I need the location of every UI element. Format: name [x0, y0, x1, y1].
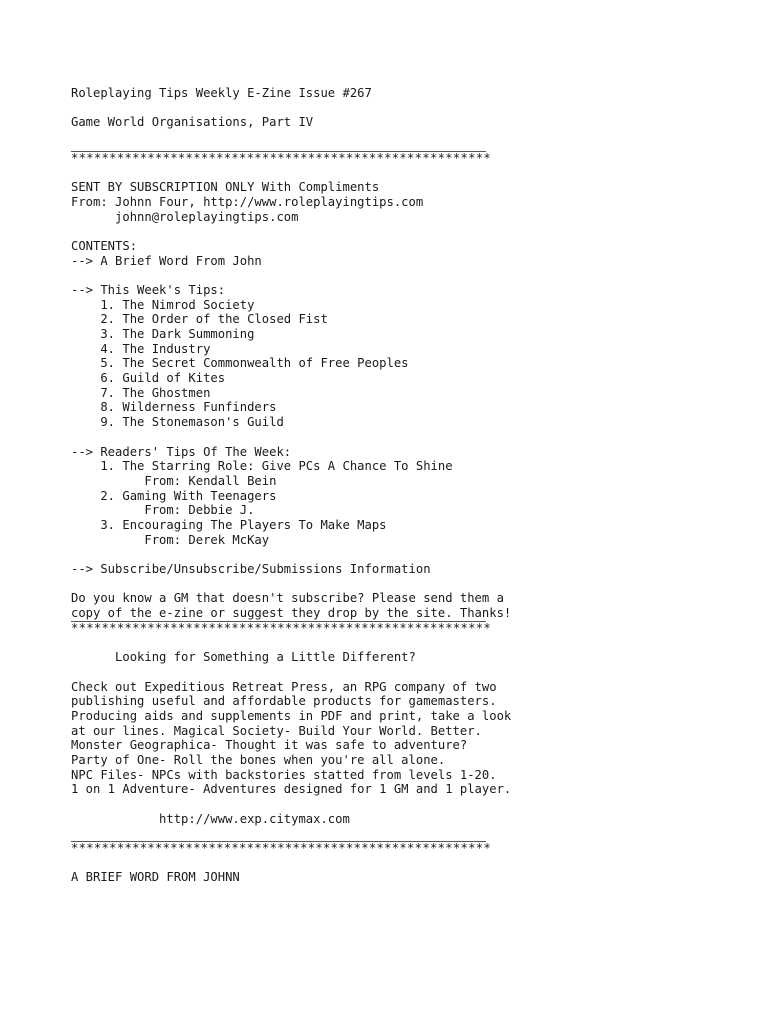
tip-author: From: Derek McKay: [71, 532, 270, 547]
contents-heading: CONTENTS:: [71, 238, 138, 253]
ezine-document: [71, 86, 731, 885]
list-item: 3. Encouraging The Players To Make Maps: [71, 517, 387, 532]
list-item: 5. The Secret Commonwealth of Free Peoples: [71, 356, 409, 371]
star-separator: *******************************************************: [71, 620, 492, 635]
list-item: 8. Wilderness Funfinders: [71, 400, 277, 415]
list-item: 1. The Starring Role: Give PCs A Chance To Shine: [71, 459, 453, 474]
readers-tips-heading: --> Readers' Tips Of The Week:: [71, 444, 292, 459]
advert-line: Monster Geographica- Thought it was safe to adventure?: [71, 738, 468, 753]
list-item: 4. The Industry: [71, 341, 211, 356]
advert-line: Producing aids and supplements in PDF and print, take a look: [71, 708, 512, 723]
from-line: From: Johnn Four, http://www.roleplayingtips.com: [71, 194, 424, 209]
subscription-notice: SENT BY SUBSCRIPTION ONLY With Compliments: [71, 180, 380, 195]
share-note-line: Do you know a GM that doesn't subscribe? Please send them a: [71, 591, 504, 606]
advert-url: http://www.exp.citymax.com: [71, 811, 350, 826]
list-item: 7. The Ghostmen: [71, 385, 211, 400]
advert-line: NPC Files- NPCs with backstories statted from levels 1-20.: [71, 767, 497, 782]
list-item: 9. The Stonemason's Guild: [71, 415, 284, 430]
advert-heading: Looking for Something a Little Different?: [71, 650, 416, 665]
list-item: 2. Gaming With Teenagers: [71, 488, 277, 503]
share-note-line: copy of the e-zine or suggest they drop by the site. Thanks!: [71, 606, 512, 621]
list-item: 3. The Dark Summoning: [71, 327, 255, 341]
advert-line: Check out Expeditious Retreat Press, an RPG company of two: [71, 679, 497, 694]
contents-item-subscribe: --> Subscribe/Unsubscribe/Submissions Information: [71, 562, 431, 576]
email-line: johnn@roleplayingtips.com: [71, 209, 299, 224]
issue-subtitle: Game World Organisations, Part IV: [71, 115, 314, 130]
star-separator: *******************************************************: [71, 841, 492, 856]
list-item: 6. Guild of Kites: [71, 371, 226, 386]
contents-item-brief-word: --> A Brief Word From John: [71, 253, 262, 268]
tip-author: From: Kendall Bein: [71, 473, 277, 488]
advert-line: publishing useful and affordable products for gamemasters.: [71, 694, 497, 709]
advert-line: 1 on 1 Adventure- Adventures designed for 1 GM and 1 player.: [71, 782, 512, 797]
list-item: 2. The Order of the Closed Fist: [71, 312, 328, 327]
star-separator: *******************************************************: [71, 150, 492, 165]
advert-line: Party of One- Roll the bones when you're all alone.: [71, 752, 446, 767]
list-item: 1. The Nimrod Society: [71, 297, 255, 312]
tips-heading: --> This Week's Tips:: [71, 282, 226, 297]
issue-title: Roleplaying Tips Weekly E-Zine Issue #267: [71, 86, 372, 100]
advert-line: at our lines. Magical Society- Build Your World. Better.: [71, 723, 482, 738]
section-heading: A BRIEF WORD FROM JOHNN: [71, 870, 240, 885]
tip-author: From: Debbie J.: [71, 503, 255, 518]
